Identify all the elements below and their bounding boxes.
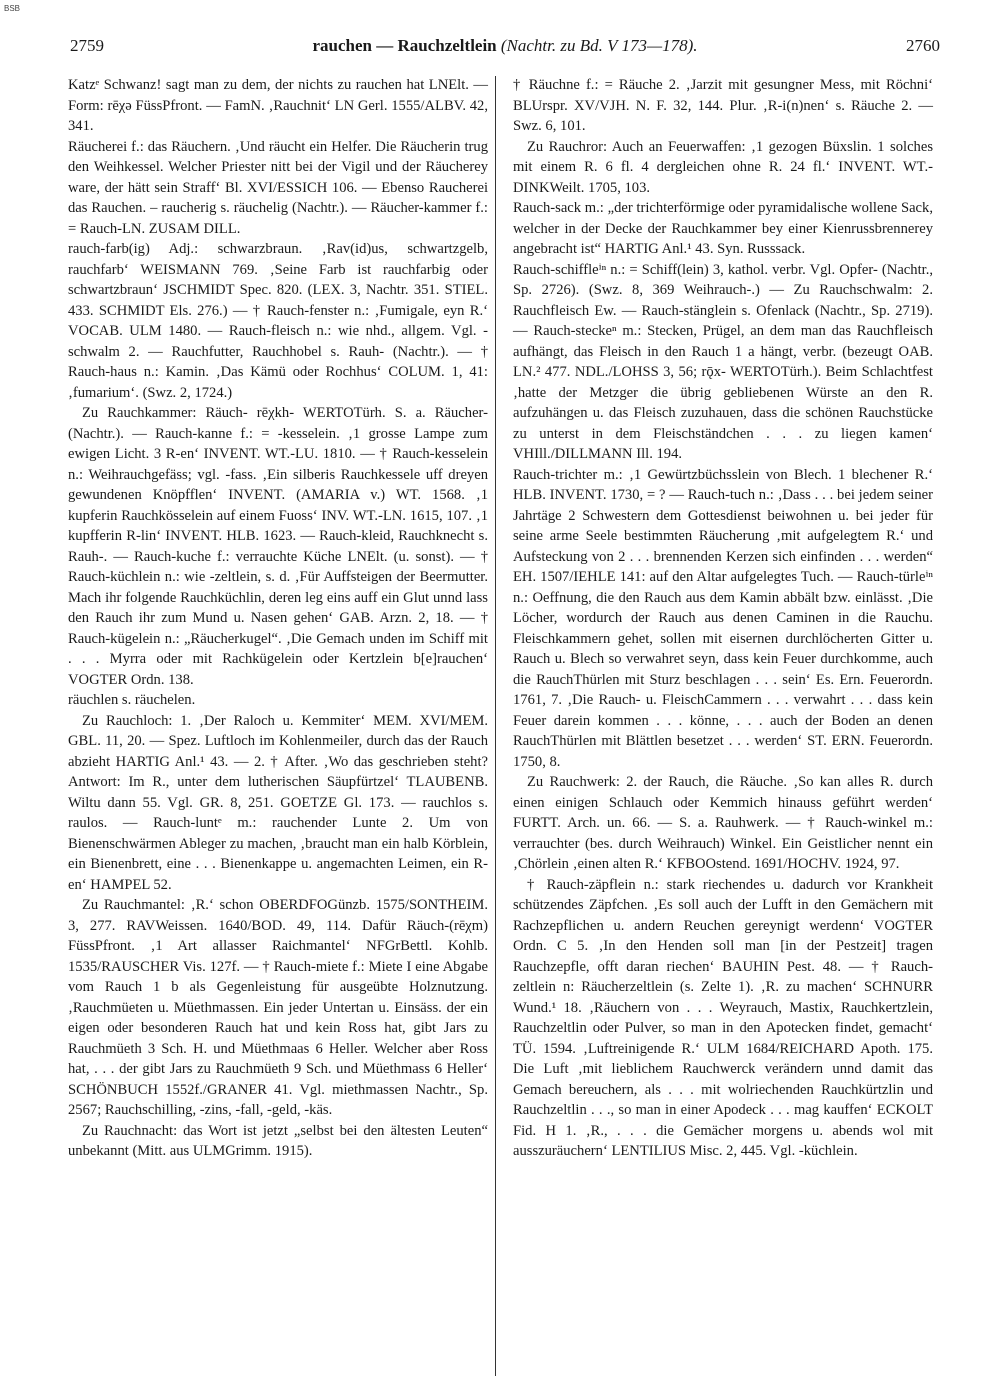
column-divider <box>495 76 496 1376</box>
right-column <box>513 75 933 1162</box>
entry-paragraph: Katzᵉ Schwanz! sagt man zu dem, der nichts zu rauchen hat LNElt. — Form: rēχə FüssPfront. — FamN. ‚Rauchnit‘ LN Gerl. 1555/ALBV. 42, 341. <box>68 77 488 134</box>
entry-paragraph: Zu Rauchkammer: Räuch- rēχkh- WERTOTürh. S. a. Räucher- (Nachtr.). — Rauch-kanne f.: = -kesselein. ‚1 grosse Lampe zum ewigen Licht. 3 R-en‘ INVENT. WT.-LU. 1810. — † Rauch-kesselein n.: Weihrauchgefäss; vgl. -fass. ‚Ein silberis Rauchkessele uff dreyen gewundenen Knöpfflen‘ INVENT. (AMARIA v.) WT. 1568. ‚1 kupferin Rauchkösselein auf einem Fuoss‘ INV. WT.-LN. 1615, 107. ‚1 kupfferin R-lin‘ INVENT. HLB. 1623. — Rauch-kleid, Rauchknecht s. Rauh-. — Rauch-kuche f.: verrauchte Küche LNElt. (u. sonst). — † Rauch-küchlein n.: wie -zeltlein, s. d. ‚Für Auffsteigen der Beermutter. Mach ihr folgende Rauchküchlin, deren leg eins auff ein Glut unnd lass den Rauch ihr zum Mund u. Nasen gehen‘ GAB. Arzn. 2, 18. — † Rauch-kügelein n.: „Räucherkugel“. ‚Die Gemach unden im Schiff mit . . . Myrra oder mit Rachkügelein oder Kertzlein b[e]rauchen‘ VOGTER Ordn. 138. <box>68 405 488 688</box>
entry-paragraph: rauch-farb(ig) Adj.: schwarzbraun. ‚Rav(id)us, schwartzgelb, rauchfarb‘ WEISMANN 769. ‚Seine Farb ist rauchfarbig oder schwartzbraun‘ JSCHMIDT Spec. 820. (LEX. 3, Nachtr. 351. STIEL. 433. SCHMIDT Els. 276.) — † Rauch-fenster n.: ‚Fumigale, eyn R.‘ VOCAB. ULM 1480. — Rauch-fleisch n.: wie nhd., allgem. Vgl. -schwalm 2. — Rauchfutter, Rauchhobel s. Rauh- (Nachtr.). — † Rauch-haus n.: Kamin. ‚Das Kämü oder Rochhus‘ COLUM. 1, 41: ‚fumarium‘. (Swz. 2, 1724.) <box>68 241 488 401</box>
running-title <box>70 36 940 56</box>
entry-paragraph: Rauch-schiffleⁱⁿ n.: = Schiff(lein) 3, kathol. verbr. Vgl. Opfer- (Nachtr., Sp. 2726). (Swz. 8, 369 Weihrauch-.) — Zu Rauchschwalm: 2. Rauchfleisch Ew. — Rauch-stänglein s. Ofenlack (Nachtr., Sp. 2719). — Rauch-steckeⁿ m.: Stecken, Prügel, an dem man das Rauchfleisch aufhängt, das Fleisch in den Rauch 1 a hängt, verbr. (bezeugt OAB. LN.² 477. NDL./LOHSS 3, 56; rǭx- WERTOTürh.). Beim Schlachtfest ‚hatte der Metzger die übrig gebliebenen Würste an den R. aufzuhängen u. das Fleisch zuzuhauen, dass die schönen Rauchstücke zu unterst in dem Fleischständchen . . . zu liegen kamen‘ VHIll./DILLMANN Ill. 194. <box>513 261 933 462</box>
entry-paragraph: Zu Rauchror: Auch an Feuerwaffen: ‚1 gezogen Büxslin. 1 solches mit einem R. 6 fl. 4 dergleichen ohne R. 24 fl.‘ INVENT. WT.-DINKWeilt. 1705, 103. <box>513 138 933 196</box>
library-mark: BSB <box>4 4 21 13</box>
entry-paragraph: Zu Rauchloch: 1. ‚Der Raloch u. Kemmiter‘ MEM. XVI/MEM. GBL. 11, 20. — Spez. Luftloch im Kohlenmeiler, durch das der Rauch abzieht HARTIG Anl.¹ 43. — 2. † After. ‚Wo das geschrieben steht? Antwort: Im R., unter dem lutherischen Säupfürtzel‘ TLAUBENB. Wiltu dann 55. Vgl. GR. 8, 251. GOETZE Gl. 173. — rauchlos s. raulos. — Rauch-luntᵉ m.: rauchender Lunte 2. Um von Bienenschwärmen Ableger zu machen, ‚braucht man ein halb Körblein, ein Bienenbrett, eine . . . Bienenkappe u. angemachten Leimen, ein R-en‘ HAMPEL 52. <box>68 712 488 893</box>
left-column <box>68 75 488 1162</box>
page-header <box>70 36 940 60</box>
entry-paragraph: Rauch-sack m.: „der trichterförmige oder pyramidalische wollene Sack, welcher in der Decke der Rauchkammer bey einer Kienrussbrennerey angebracht ist“ HARTIG Anl.¹ 43. Syn. Russsack. <box>513 200 933 257</box>
entry-paragraph: † Räuchne f.: = Räuche 2. ‚Jarzit mit gesungner Mess, mit Röchni‘ BLUrspr. XV/VJH. N. F. 32, 144. Plur. ‚R-i(n)nen‘ s. Räuche 2. — Swz. 6, 101. <box>513 77 933 134</box>
entry-paragraph: räuchlen s. räuchelen. <box>68 692 196 708</box>
entry-paragraph: Rauch-trichter m.: ‚1 Gewürtzbüchsslein von Blech. 1 blechener R.‘ HLB. INVENT. 1730, = ? — Rauch-tuch n.: ‚Dass . . . bei jedem seiner Jahrtäge 2 Schwestern dem Gottesdienst beiwohnen u. bei jeder für seine arme Seele bestimmten Räucherung ‚mit aufgelegtem R.‘ und Aufsteckung von 2 . . . brennenden Kerzen sich einfinden . . . werden“ EH. 1507/IEHLE 141: auf den Altar aufgelegtes Tuch. — Rauch-türleⁱⁿ n.: Oeffnung, die den Rauch aus dem Kamin abbält bzw. einlässt. ‚Die Löcher, wordurch der Rauch aus denen Caminen in die Rauchu. Fleischkammern gehet, sollen mit eisernen durchlöcherten Gitter u. Rauch u. Blech so verwahret seyn, dass kein Feuer durchkomme, auch die RauchThürlen mit Sturz beschlagen . . . sein‘ Es. Ern. Feuerordn. 1761, 7. ‚Die Rauch- u. FleischCammern . . . verwahrt . . . dass kein Feuer darein kommen . . . könne, . . . auch der Boden an denen RauchThürlen mit Blättlen besetzet . . . werden‘ ST. ERN. Feuerordn. 1750, 8. <box>513 466 933 770</box>
page-number-right: 2760 <box>906 36 940 55</box>
entry-paragraph: † Rauch-zäpflein n.: stark riechendes u. dadurch vor Krankheit schützendes Zäpfchen. ‚Es soll auch der Lufft in den Gemächern mit Rachzepflichen u. andern Reuchen gereynigt werdenn‘ VOGTER Ordn. C 5. ‚In den Henden soll man [in der Pestzeit] tragen Rauchzepfle, offt daran riechen‘ BAUHIN Pest. 48. — † Rauch-zeltlein n: Räucherzeltlein (s. Zelte 1). ‚R. zu machen‘ SCHNURR Wund.¹ 18. ‚Räuchern von . . . Weyrauch, Mastix, Rauchkertzlein, Rauchzeltlin oder Pulver, so man in den Apotecken findet, gemacht‘ TÜ. 1594. ‚Luftreinigende R.‘ ULM 1684/REICHARD Apoth. 175. Die Luft ‚mit lieblichem Rauchwerck verändern unnd damit das Gemach bereuchern, als . . . mit wolriechenden Rauchkürtzlin und Rauchzeltlin . . ., so man in einer Apodeck . . . mag kauffen‘ ECKOLT Fid. H 1. ‚R., . . . die Gemächer morgens u. abends wol mit ausszuräuchern‘ LENTILIUS Misc. 2, 445. Vgl. -küchlein. <box>513 876 933 1159</box>
running-title-subtitle: (Nachtr. zu Bd. V 173—178). <box>500 36 698 55</box>
entry-paragraph: Zu Rauchmantel: ‚R.‘ schon OBERDFOGünzb. 1575/SONTHEIM. 3, 277. RAVWeissen. 1640/BOD. 49, 114. Dafür Räuch-(rēχm) FüssPfront. ‚1 Art allasser Raichmantel‘ NFGrBettl. Kohlb. 1535/RAUSCHER Vis. 127f. — † Rauch-miete f.: Miete I eine Abgabe vom Rauch 1 b als Gegenleistung für ausgeübte Holznutzung. ‚Rauchmüeten u. Müethmassen. Ein jeder Untertan u. Einsäss. der ein eigen oder besonderen Rauch hat und kein Ross hat, gibt Jars zu Rauchmüeth 3 Sch. H. und Müethmaas 6 Heller. Welcher aber Ross hat, . . . der gibt Jars zu Rauchmüeth 9 Sch. und Müethmass 6 Heller‘ SCHÖNBUCH 1552f./GRANER 41. Vgl. miethmassen Nachtr., Sp. 2567; Rauchschilling, -zins, -fall, -geld, -käs. <box>68 897 488 1118</box>
running-title-headwords: rauchen — Rauchzeltlein <box>312 36 497 55</box>
entry-paragraph: Zu Rauchnacht: das Wort ist jetzt „selbst bei den ältesten Leuten“ unbekannt (Mitt. aus ULMGrimm. 1915). <box>68 1122 488 1159</box>
entry-paragraph: Räucherei f.: das Räuchern. ‚Und räucht ein Helfer. Die Räucherin trug den Weihkessel. Welcher Priester nitt bei der Vigil und der Räucherey ware, der hätt sein Straff‘ Bl. XVI/ESSICH 106. — Ebenso Raucherei das Rauchen. – raucherig s. räuchelig (Nachtr.). — Räucher-kammer f.: = Rauch-LN. ZUSAM DILL. <box>68 138 488 237</box>
entry-paragraph: Zu Rauchwerk: 2. der Rauch, die Räuche. ‚So kan alles R. durch einen einigen Schlauch oder Kemmich hinauss geführt werden‘ FURTT. Arch. un. 66. — S. a. Rauhwerk. — † Rauch-winkel m.: verrauchter (bes. durch Weihrauch) Winkel. Ein Geistlicher nennt ein ‚Chörlein ‚einen alten R.‘ KFBOOstend. 1691/HOCHV. 1924, 97. <box>513 774 933 872</box>
page-number-left: 2759 <box>70 36 104 55</box>
